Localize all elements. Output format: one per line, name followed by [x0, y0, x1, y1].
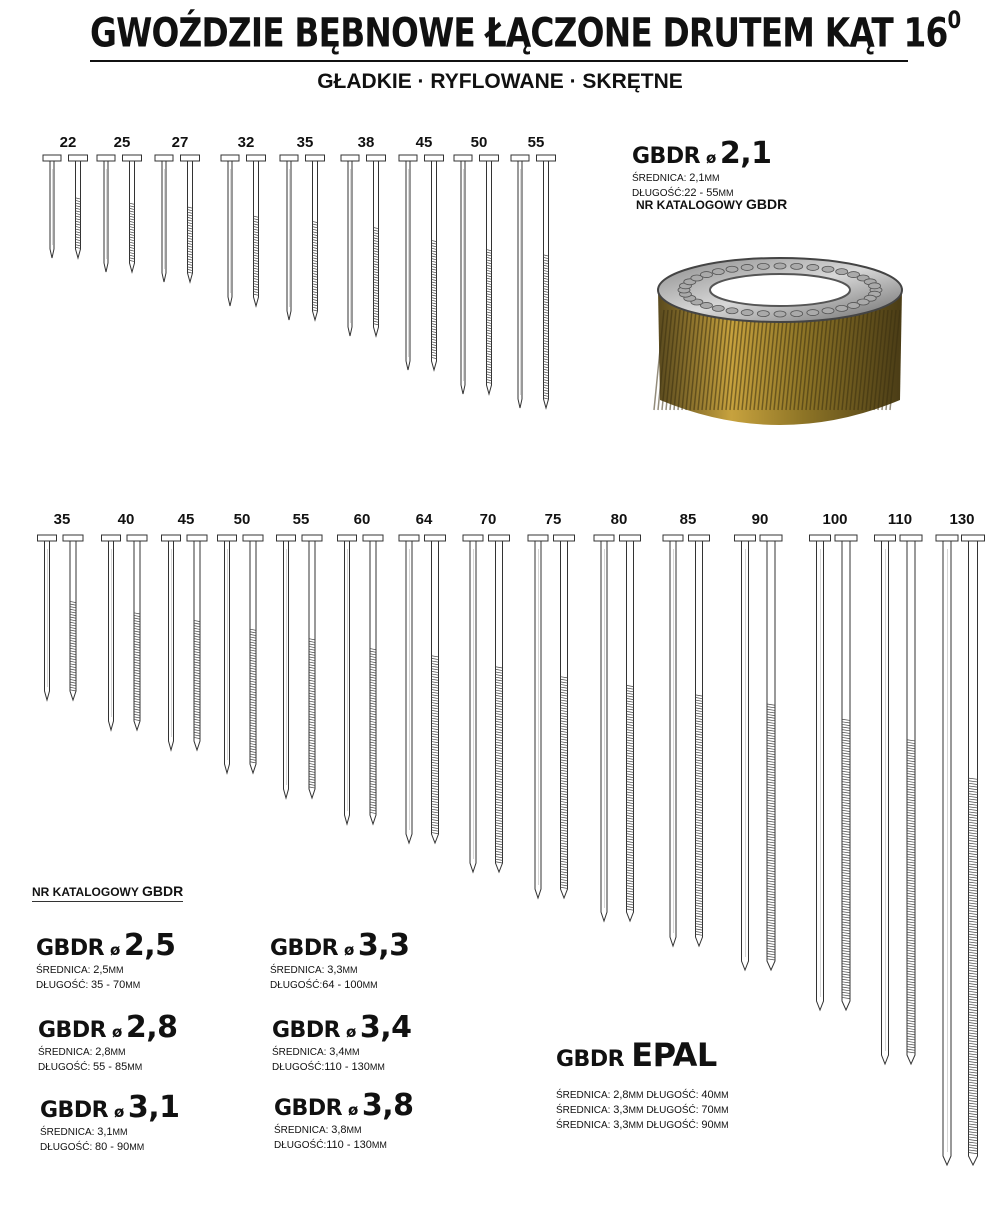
nail-ringed — [900, 535, 922, 1064]
nail-smooth — [463, 535, 483, 872]
nail-smooth — [38, 535, 57, 700]
page-subtitle: GŁADKIE · RYFLOWANE · SKRĘTNE — [317, 70, 683, 93]
nail-smooth — [162, 535, 181, 750]
catalog-label-top: NR KATALOGOWY GBDR — [636, 196, 788, 212]
nail-smooth — [511, 155, 529, 408]
nail-length-label: 55 — [292, 511, 310, 528]
nail-length-label: 55 — [527, 134, 545, 151]
nail-smooth — [97, 155, 115, 272]
nail-smooth — [338, 535, 357, 824]
nail-ringed — [689, 535, 710, 946]
nail-length-label: 75 — [544, 511, 562, 528]
nail-length-label: 25 — [113, 134, 131, 151]
nail-length-label: 60 — [353, 511, 371, 528]
spec-length-line: DŁUGOŚĆ:22 - 55MM — [632, 187, 734, 199]
nail-length-label: 38 — [357, 134, 375, 151]
nail-smooth — [663, 535, 683, 946]
spec-gbdr-2-1 — [632, 136, 772, 201]
nail-smooth — [936, 535, 958, 1165]
nail-length-label: 80 — [610, 511, 628, 528]
nail-ringed — [489, 535, 510, 872]
nail-ringed — [554, 535, 575, 898]
nail-length-label: 22 — [59, 134, 77, 151]
nail-ringed — [123, 155, 142, 272]
nail-length-label: 85 — [679, 511, 697, 528]
nail-smooth — [277, 535, 296, 798]
nail-smooth — [221, 155, 239, 306]
spec-gbdr-3-8: GBDR ø 3,8 ŚREDNICA: 3,8MM DŁUGOŚĆ:110 - 130MM — [274, 1088, 414, 1151]
nail-ringed — [243, 535, 263, 773]
epal-row: ŚREDNICA: 2,8MM DŁUGOŚĆ: 40MM — [556, 1089, 729, 1101]
nail-ringed — [363, 535, 383, 824]
nail-smooth — [528, 535, 548, 898]
nail-smooth — [155, 155, 173, 282]
nail-ringed — [63, 535, 83, 700]
nail-length-label: 70 — [479, 511, 497, 528]
epal-row: ŚREDNICA: 3,3MM DŁUGOŚĆ: 90MM — [556, 1119, 729, 1131]
nail-smooth — [218, 535, 237, 773]
nail-smooth — [43, 155, 61, 258]
nail-length-label: 35 — [53, 511, 71, 528]
nail-length-label: 90 — [751, 511, 769, 528]
nail-smooth — [280, 155, 298, 320]
nail-ringed — [187, 535, 207, 750]
nail-smooth — [399, 535, 419, 843]
nail-smooth — [735, 535, 756, 970]
nail-ringed — [480, 155, 499, 394]
catalog-label-bottom: NR KATALOGOWY GBDR — [32, 883, 183, 902]
nail-ringed — [760, 535, 782, 970]
spec-gbdr-epal: GBDR EPAL ŚREDNICA: 2,8MM DŁUGOŚĆ: 40MM ŚREDNICA: 3,3MM DŁUGOŚĆ: 70MM ŚREDNICA: 3,3MM DŁUGOŚĆ: 90MM — [556, 1036, 729, 1131]
spec-diameter-value: 2,1 — [719, 136, 772, 171]
spec-gbdr-2-8: GBDR ø 2,8 ŚREDNICA: 2,8MM DŁUGOŚĆ: 55 - 85MM — [38, 1010, 178, 1073]
nail-ringed — [69, 155, 88, 258]
nail-ringed — [306, 155, 325, 320]
nail-smooth — [810, 535, 831, 1010]
nail-smooth — [102, 535, 121, 730]
nail-ringed — [425, 535, 446, 843]
nail-ringed — [425, 155, 444, 370]
spec-gbdr-3-1: GBDR ø 3,1 ŚREDNICA: 3,1MM DŁUGOŚĆ: 80 - 90MM — [40, 1090, 180, 1153]
nail-length-label: 50 — [233, 511, 251, 528]
nail-coil-image — [650, 250, 910, 450]
nail-ringed — [181, 155, 200, 282]
nail-smooth — [875, 535, 896, 1064]
nail-length-label: 100 — [822, 511, 848, 528]
spec-gbdr-3-4: GBDR ø 3,4 ŚREDNICA: 3,4MM DŁUGOŚĆ:110 - 130MM — [272, 1010, 412, 1073]
spec-code: GBDR — [632, 144, 701, 169]
nail-ringed — [247, 155, 266, 306]
nail-ringed — [367, 155, 386, 336]
epal-row: ŚREDNICA: 3,3MM DŁUGOŚĆ: 70MM — [556, 1104, 729, 1116]
spec-gbdr-2-5: GBDR ø 2,5 ŚREDNICA: 2,5MM DŁUGOŚĆ: 35 - 70MM — [36, 928, 176, 991]
nail-length-label: 45 — [177, 511, 195, 528]
nail-ringed — [127, 535, 147, 730]
nail-smooth — [399, 155, 417, 370]
nail-length-label: 45 — [415, 134, 433, 151]
nail-ringed — [302, 535, 322, 798]
nail-length-label: 32 — [237, 134, 255, 151]
nail-smooth — [341, 155, 359, 336]
nail-smooth — [454, 155, 472, 394]
nail-ringed — [620, 535, 641, 921]
nail-length-label: 35 — [296, 134, 314, 151]
nail-length-label: 40 — [117, 511, 135, 528]
nail-ringed — [962, 535, 985, 1165]
spec-diameter-line: ŚREDNICA: 2,1MM — [632, 172, 720, 184]
diameter-symbol: ø — [706, 149, 716, 167]
page-title: GWOŹDZIE BĘBNOWE ŁĄCZONE DRUTEM KĄT $16^0$ — [90, 6, 961, 57]
nail-length-label: 27 — [171, 134, 189, 151]
nail-length-label: 50 — [470, 134, 488, 151]
nail-length-label: 110 — [887, 511, 913, 528]
nail-ringed — [537, 155, 556, 408]
spec-gbdr-3-3: GBDR ø 3,3 ŚREDNICA: 3,3MM DŁUGOŚĆ:64 - 100MM — [270, 928, 410, 991]
nail-length-label: 64 — [415, 511, 433, 528]
nail-smooth — [594, 535, 614, 921]
nail-ringed — [835, 535, 857, 1010]
nail-length-label: 130 — [949, 511, 975, 528]
